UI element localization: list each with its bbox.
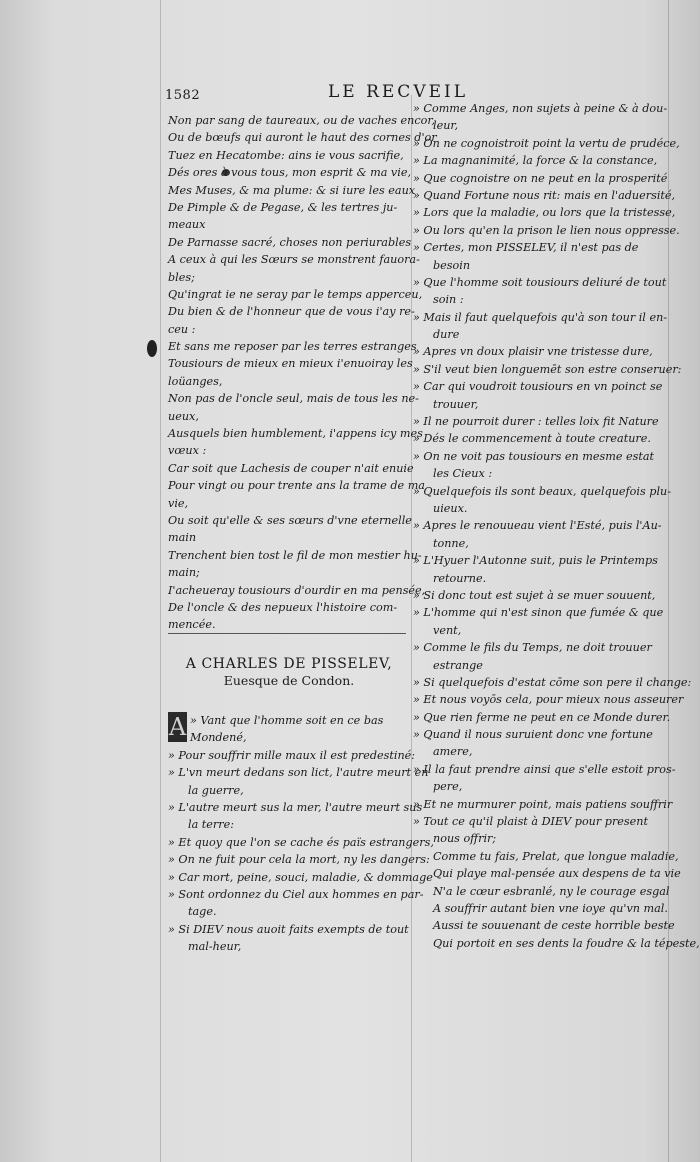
verse-line: dure (433, 328, 460, 342)
verse-line: Non par sang de taureaux, ou de vaches encor, (168, 114, 436, 127)
verse-line: Car soit que Lachesis de couper n'ait enuie (168, 461, 414, 475)
verse-line: Mes Muses, & ma plume: & si iure les eaux (168, 183, 416, 197)
verse-line: les Cieux : (433, 467, 493, 481)
verse-line: » La magnanimité, la force & la constance, (413, 154, 658, 168)
verse-line: » Car qui voudroit tousiours en vn poinct se (413, 380, 663, 394)
verse-line: la terre: (188, 818, 235, 832)
verse-line: » L'homme qui n'est sinon que fumée & que (413, 606, 664, 620)
verse-line: loüanges, (168, 374, 223, 388)
verse-line: » Ou lors qu'en la prison le lien nous oppresse. (413, 223, 680, 237)
verse-line: main (168, 531, 197, 545)
poem-heading (168, 655, 410, 689)
verse-line: » On ne fuit pour cela la mort, ny les dangers: (168, 853, 430, 867)
verse-line: » Lors que la maladie, ou lors que la tristesse, (413, 206, 676, 220)
verse-line: » Dés le commencement à toute creature. (413, 432, 651, 446)
verse-line: main; (168, 566, 200, 580)
verse-line: Dés ores à vous tous, mon esprit & ma vie, (168, 166, 411, 180)
verse-line: » Car mort, peine, souci, maladie, & dommage (168, 870, 433, 884)
verse-line: amere, (433, 745, 473, 759)
page-number: 1582 (165, 88, 201, 103)
verse-line: » Si quelquefois d'estat cōme son pere il change: (413, 675, 692, 689)
verse-line: meaux (168, 218, 206, 232)
verse-line: » Apres le renouueau vient l'Esté, puis l'Au- (413, 519, 662, 533)
verse-line: ceu : (168, 322, 196, 336)
running-header-title: LE RECVEIL (328, 82, 469, 102)
verse-line: De l'oncle & des nepueux l'histoire com- (168, 600, 398, 614)
section-divider (168, 633, 406, 634)
verse-line: tonne, (433, 536, 469, 550)
verse-line: » Et nous voyōs cela, pour mieux nous asseurer (413, 693, 684, 707)
verse-line: la guerre, (188, 783, 244, 797)
verse-line: vœux : (168, 444, 207, 458)
verse-line: » Certes, mon PISSELEV, il n'est pas de (413, 241, 639, 255)
verse-line: mal-heur, (188, 940, 242, 954)
verse-line: leur, (433, 119, 459, 133)
verse-line: De Pimple & de Pegase, & les tertres ju- (168, 200, 398, 214)
ink-blot (147, 340, 157, 357)
verse-line: » On ne voit pas tousiours en mesme estat (413, 449, 655, 463)
verse-line: » Pour souffrir mille maux il est predestiné: (168, 748, 416, 762)
verse-line: Non pas de l'oncle seul, mais de tous les ne- (168, 392, 419, 406)
verse-line: estrange (433, 658, 483, 672)
verse-line: » Que l'homme soit tousiours deliuré de tout (413, 275, 667, 289)
verse-line: » Apres vn doux plaisir vne tristesse dure, (413, 345, 653, 359)
verse-line: Et sans me reposer par les terres estranges (168, 340, 417, 354)
verse-line: » Quand Fortune nous rit: mais en l'aduersité, (413, 188, 676, 202)
verse-line: De Parnasse sacré, choses non periurables (168, 235, 412, 249)
verse-line: ueux, (168, 409, 199, 423)
verse-line: » Que rien ferme ne peut en ce Monde durer. (413, 710, 671, 724)
verse-line: besoin (433, 258, 471, 272)
verse-line: » L'vn meurt dedans son lict, l'autre meurt en (168, 766, 429, 780)
verse-line: vent, (433, 623, 462, 637)
verse-line: » Si donc tout est sujet à se muer souuent, (413, 588, 656, 602)
verse-line: trouuer, (433, 397, 479, 411)
verse-line: mencée. (168, 618, 216, 632)
verse-line: Ou de bœufs qui auront le haut des cornes d'or (168, 131, 437, 145)
verse-line: soin : (433, 293, 464, 307)
right-column-verse (413, 100, 700, 952)
verse-line: » Tout ce qu'il plaist à DIEV pour present (413, 815, 648, 829)
verse-line: retourne. (433, 571, 487, 585)
verse-line: » Il ne pourroit durer : telles loix fit Nature (413, 415, 659, 429)
verse-line: Ausquels bien humblement, i'appens icy mes (168, 427, 423, 441)
verse-line: » Il la faut prendre ainsi que s'elle estoit pros- (413, 762, 676, 776)
verse-line: » L'autre meurt sus la mer, l'autre meurt sus (168, 800, 423, 814)
verse-line: A ceux à qui les Sœurs se monstrent fauora- (168, 253, 420, 267)
poem-heading-title: A CHARLES DE PISSELEV, (185, 656, 393, 672)
verse-line: tage. (188, 905, 217, 919)
verse-line: » Vant que l'homme soit en ce bas (190, 714, 384, 727)
verse-line: Comme tu fais, Prelat, que longue maladie, (433, 849, 679, 863)
verse-line: bles; (168, 270, 195, 284)
verse-line: Aussi te souuenant de ceste horrible beste (433, 919, 675, 933)
verse-line: Qui portoit en ses dents la foudre & la tépeste, (433, 936, 700, 950)
lower-column-verse (168, 712, 434, 955)
verse-line: » Mais il faut quelquefois qu'à son tour il en- (413, 310, 668, 324)
verse-line: N'a le cœur esbranlé, ny le courage esgal (433, 884, 670, 898)
verse-line: Trenchent bien tost le fil de mon mestier hu- (168, 548, 422, 562)
verse-line: Tuez en Hecatombe: ains ie vous sacrifie, (168, 148, 404, 162)
verse-line: Tousiours de mieux en mieux i'enuoiray les (168, 357, 413, 371)
verse-line: Qu'ingrat ie ne seray par le temps apperceu, (168, 287, 423, 301)
verse-line: » Si DIEV nous auoit faits exempts de tout (168, 922, 409, 936)
verse-line: » Et ne murmurer point, mais patiens souffrir (413, 797, 673, 811)
verse-line: nous offrir; (433, 832, 497, 846)
verse-line: » Et quoy que l'on se cache és païs estrangers, (168, 835, 434, 849)
verse-line: » Quelquefois ils sont beaux, quelquefois plu- (413, 484, 672, 498)
verse-line: uieux. (433, 501, 468, 515)
verse-line: » Que cognoistre on ne peut en la prosperité (413, 171, 668, 185)
verse-line: vie, (168, 496, 189, 510)
verse-line: pere, (433, 780, 463, 794)
verse-line: I'acheueray tousiours d'ourdir en ma pensée, (168, 583, 426, 597)
verse-line: » L'Hyuer l'Autonne suit, puis le Printemps (413, 554, 658, 568)
page-edge-line (668, 0, 669, 1162)
verse-line: Mondené, (190, 731, 247, 745)
verse-line: A souffrir autant bien vne ioye qu'vn mal. (433, 901, 668, 915)
poem-heading-subtitle: Euesque de Condon. (223, 673, 355, 688)
verse-line: Du bien & de l'honneur que de vous i'ay re- (168, 305, 415, 319)
verse-line: Qui playe mal-pensée aux despens de ta vie (433, 867, 681, 881)
left-column-verse (168, 112, 437, 634)
verse-line: » Quand il nous suruient donc vne fortune (413, 728, 653, 742)
verse-line: » Sont ordonnez du Ciel aux hommes en par- (168, 887, 424, 901)
verse-line: » Comme Anges, non sujets à peine & à dou- (413, 102, 668, 115)
verse-line: » Comme le fils du Temps, ne doit trouuer (413, 641, 652, 655)
verse-line: Pour vingt ou pour trente ans la trame de ma (168, 479, 425, 493)
page-gutter-line (160, 0, 161, 1162)
verse-line: Ou soit qu'elle & ses sœurs d'vne eternelle (168, 513, 412, 527)
verse-line: » On ne cognoistroit point la vertu de prudéce, (413, 136, 680, 150)
drop-cap: A (168, 713, 187, 741)
verse-line: » S'il veut bien longuemēt son estre conseruer: (413, 362, 682, 376)
